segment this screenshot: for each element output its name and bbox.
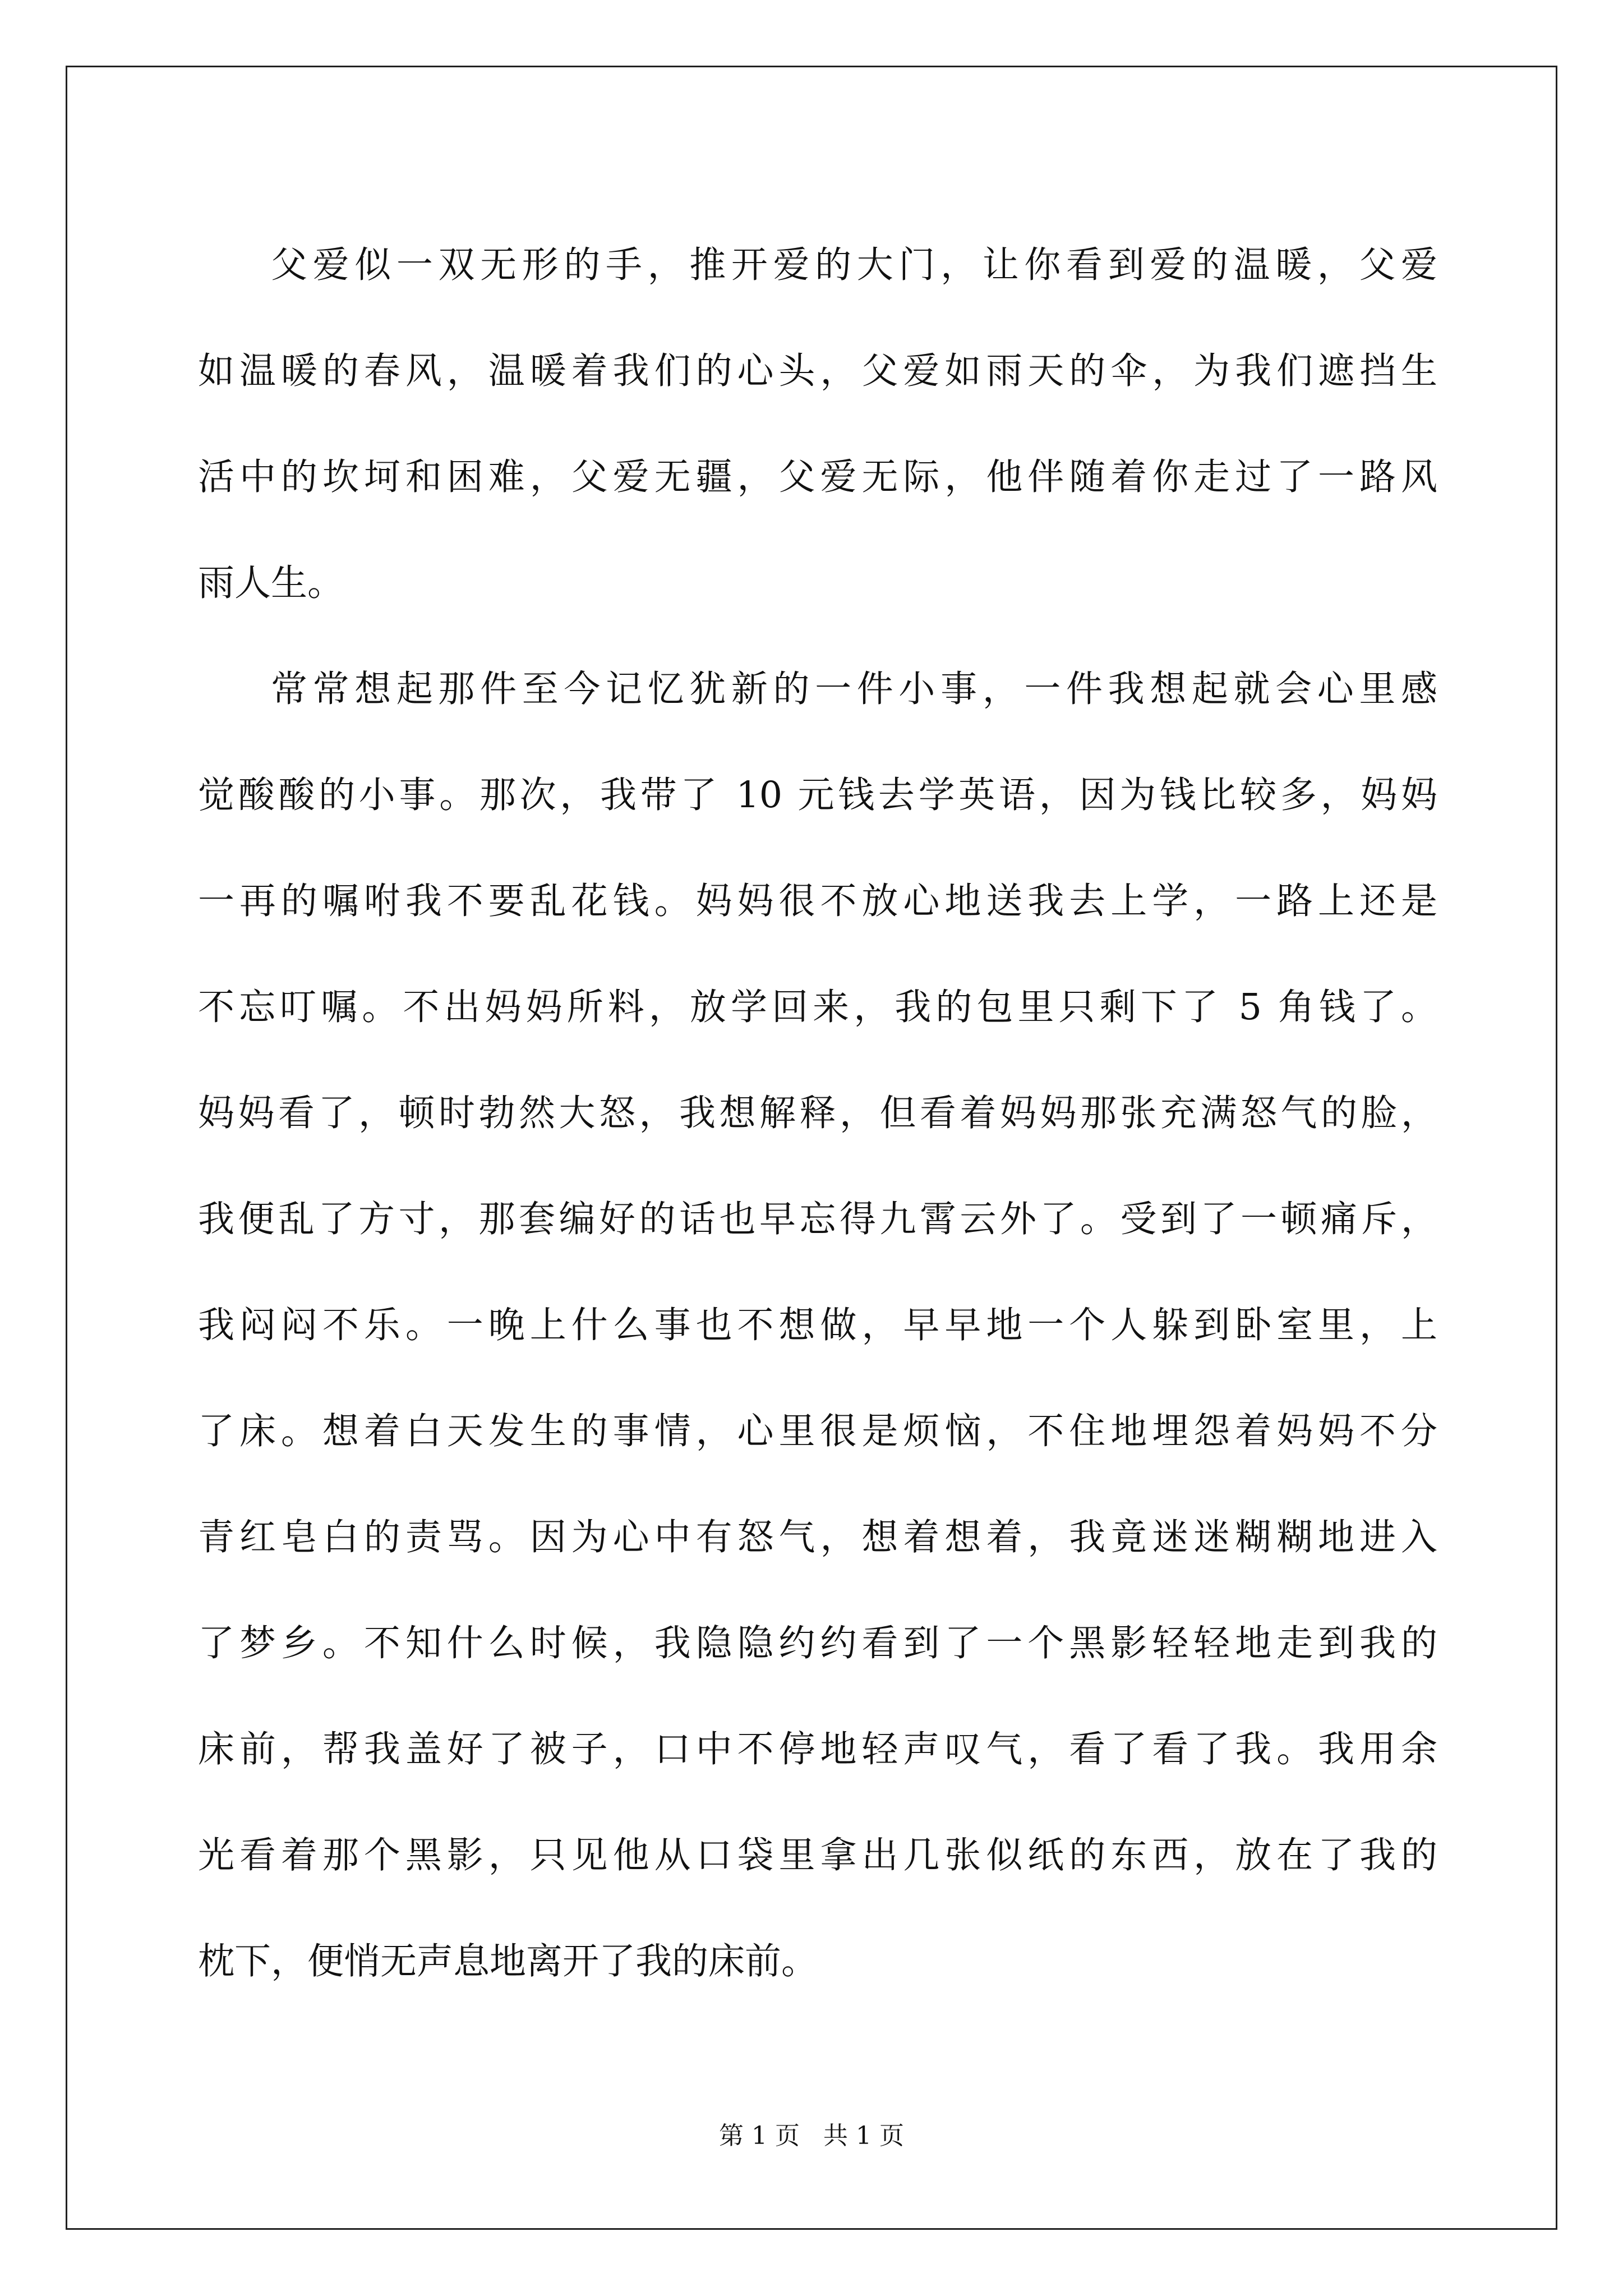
paragraph-2-line-9: 青红皂白的责骂。因为心中有怒气，想着想着，我竟迷迷糊糊地进入 [198,1516,1437,1558]
paragraph-1-line-4: 雨人生。 [198,562,344,604]
paragraph-1-line-3: 活中的坎坷和困难，父爱无疆，父爱无际，他伴随着你走过了一路风 [198,456,1437,498]
total-pages-label: 共 1 页 [823,2122,904,2150]
page-footer [0,2119,1623,2153]
paragraph-2-line-6: 我便乱了方寸，那套编好的话也早忘得九霄云外了。受到了一顿痛斥， [198,1198,1437,1240]
paragraph-2-line-4: 不忘叮嘱。不出妈妈所料，放学回来，我的包里只剩下了 5 角钱了。 [198,986,1437,1028]
paragraph-2-line-11: 床前，帮我盖好了被子，口中不停地轻声叹气，看了看了我。我用余 [198,1728,1437,1770]
paragraph-2-line-1: 常常想起那件至今记忆犹新的一件小事，一件我想起就会心里感 [271,668,1437,710]
paragraph-1-line-1: 父爱似一双无形的手，推开爱的大门，让你看到爱的温暖，父爱 [271,244,1437,286]
document-body [198,212,1437,2014]
paragraph-2-line-2: 觉酸酸的小事。那次，我带了 10 元钱去学英语，因为钱比较多，妈妈 [198,774,1437,816]
paragraph-2-line-7: 我闷闷不乐。一晚上什么事也不想做，早早地一个人躲到卧室里，上 [198,1304,1437,1346]
paragraph-1-line-2: 如温暖的春风，温暖着我们的心头，父爱如雨天的伞，为我们遮挡生 [198,350,1437,392]
page-number-label: 第 1 页 [719,2122,800,2150]
paragraph-2-line-3: 一再的嘱咐我不要乱花钱。妈妈很不放心地送我去上学，一路上还是 [198,880,1437,922]
paragraph-2-line-10: 了梦乡。不知什么时候，我隐隐约约看到了一个黑影轻轻地走到我的 [198,1622,1437,1664]
paragraph-2-line-8: 了床。想着白天发生的事情，心里很是烦恼，不住地埋怨着妈妈不分 [198,1410,1437,1452]
paragraph-2-line-13: 枕下，便悄无声息地离开了我的床前。 [198,1940,818,1982]
paragraph-2-line-12: 光看着那个黑影，只见他从口袋里拿出几张似纸的东西，放在了我的 [198,1834,1437,1876]
paragraph-2-line-5: 妈妈看了，顿时勃然大怒，我想解释，但看着妈妈那张充满怒气的脸， [198,1092,1437,1134]
